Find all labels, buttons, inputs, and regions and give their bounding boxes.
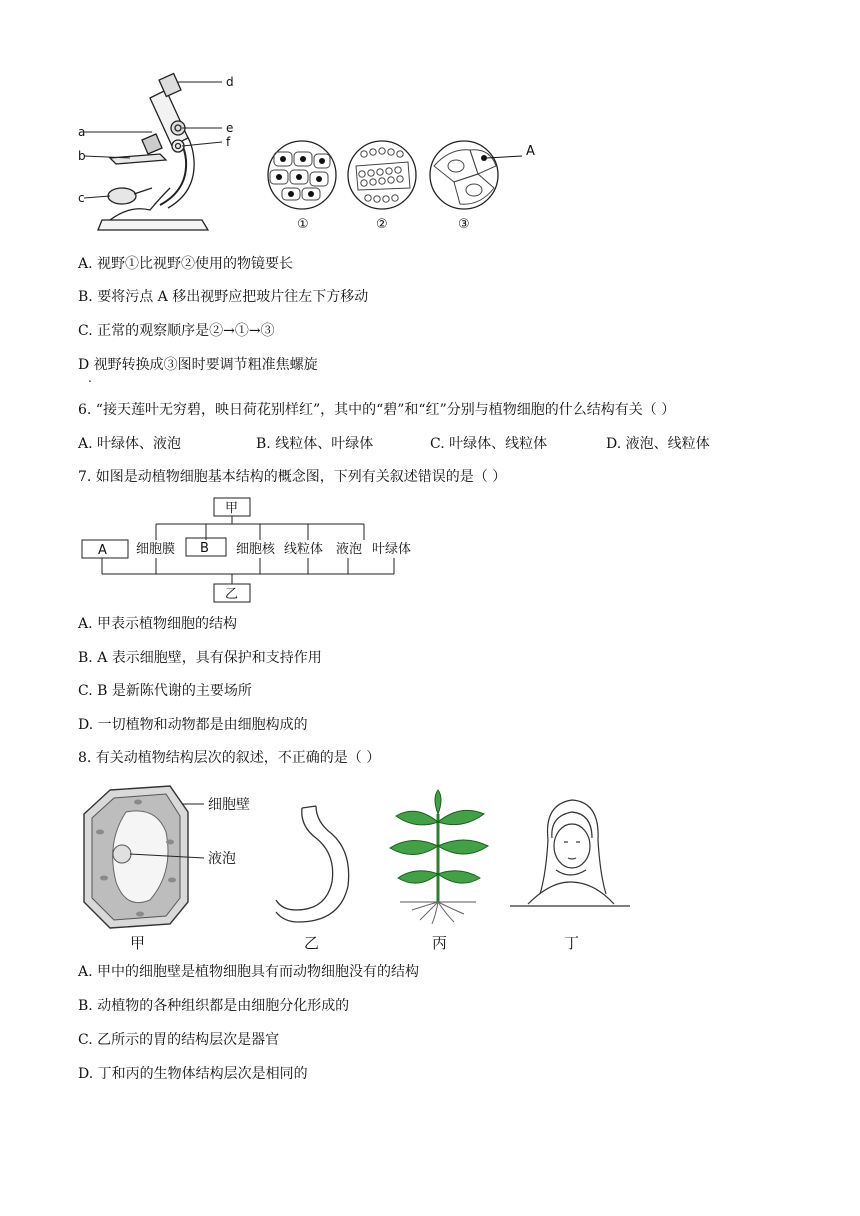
concept-top-label: 甲 [225,501,239,516]
view-caption-3: ③ [458,217,470,232]
concept-item-b: B [200,541,209,556]
caption-yi: 乙 [304,934,320,952]
q5-option-d: D 视野转换成③图时要调节粗准焦螺旋 [78,357,318,373]
concept-item-nucleus: 细胞核 [236,542,276,557]
plant-cell-drawing [84,786,204,928]
organism-diagram [70,782,630,952]
concept-item-membrane: 细胞膜 [136,542,176,557]
concept-item-a: A [98,543,107,558]
concept-bottom-label: 乙 [225,587,239,602]
q5-option-c: C. 正常的观察顺序是②→①→③ [78,323,275,339]
concept-map [78,494,418,606]
q5-option-b: B. 要将污点 A 移出视野应把玻片往左下方移动 [78,289,369,305]
microscope-figure [70,70,550,240]
view-caption-1: ① [297,217,309,232]
q7-stem: 7. 如图是动植物细胞基本结构的概念图，下列有关叙述错误的是（ ） [78,469,507,485]
q8-option-c: C. 乙所示的胃的结构层次是器官 [78,1032,280,1048]
q6-options [78,434,778,454]
stomach-drawing [276,806,349,922]
girl-drawing [510,800,630,906]
microscope-diagram [70,70,550,240]
label-f: f [226,135,231,149]
green-plant-drawing [390,790,488,924]
view-caption-2: ② [376,217,388,232]
caption-ding: 丁 [564,934,580,952]
q7-option-d: D. 一切植物和动物都是由细胞构成的 [78,717,308,733]
q8-stem: 8. 有关动植物结构层次的叙述，不正确的是（ ） [78,750,381,766]
concept-map-diagram [78,494,418,606]
q6-option-d: D. 液泡、线粒体 [606,436,710,452]
label-b: b [78,149,86,163]
caption-bing: 丙 [432,934,448,952]
stray-dot: . [88,371,92,385]
vacuole-label: 液泡 [208,851,236,867]
q7-option-b: B. A 表示细胞壁，具有保护和支持作用 [78,650,322,666]
cell-wall-label: 细胞壁 [208,797,250,813]
concept-item-mitochondria: 线粒体 [284,542,324,557]
concept-item-chloroplast: 叶绿体 [372,542,412,557]
organism-figure [70,782,630,952]
q7-option-a: A. 甲表示植物细胞的结构 [78,616,238,632]
caption-jia: 甲 [130,934,146,952]
q6-stem: 6. “接天莲叶无穷碧，映日荷花别样红”，其中的“碧”和“红”分别与植物细胞的什么结构有关（ ） [78,402,676,418]
q7-option-c: C. B 是新陈代谢的主要场所 [78,683,252,699]
label-e: e [226,121,234,135]
pointer-label-A: A [526,144,535,159]
field-of-view-3 [430,141,522,209]
q6-option-c: C. 叶绿体、线粒体 [430,436,548,452]
concept-item-vacuole: 液泡 [336,542,363,557]
q6-option-a: A. 叶绿体、液泡 [78,436,182,452]
label-a: a [78,125,86,139]
q6-option-b: B. 线粒体、叶绿体 [256,436,374,452]
q5-option-a: A. 视野①比视野②使用的物镜要长 [78,256,294,272]
label-c: c [78,191,85,205]
q8-option-b: B. 动植物的各种组织都是由细胞分化形成的 [78,998,350,1014]
field-of-view-1 [268,141,336,209]
q8-option-d: D. 丁和丙的生物体结构层次是相同的 [78,1066,308,1082]
label-d: d [226,75,234,89]
q8-option-a: A. 甲中的细胞壁是植物细胞具有而动物细胞没有的结构 [78,964,420,980]
field-of-view-2 [348,141,416,209]
